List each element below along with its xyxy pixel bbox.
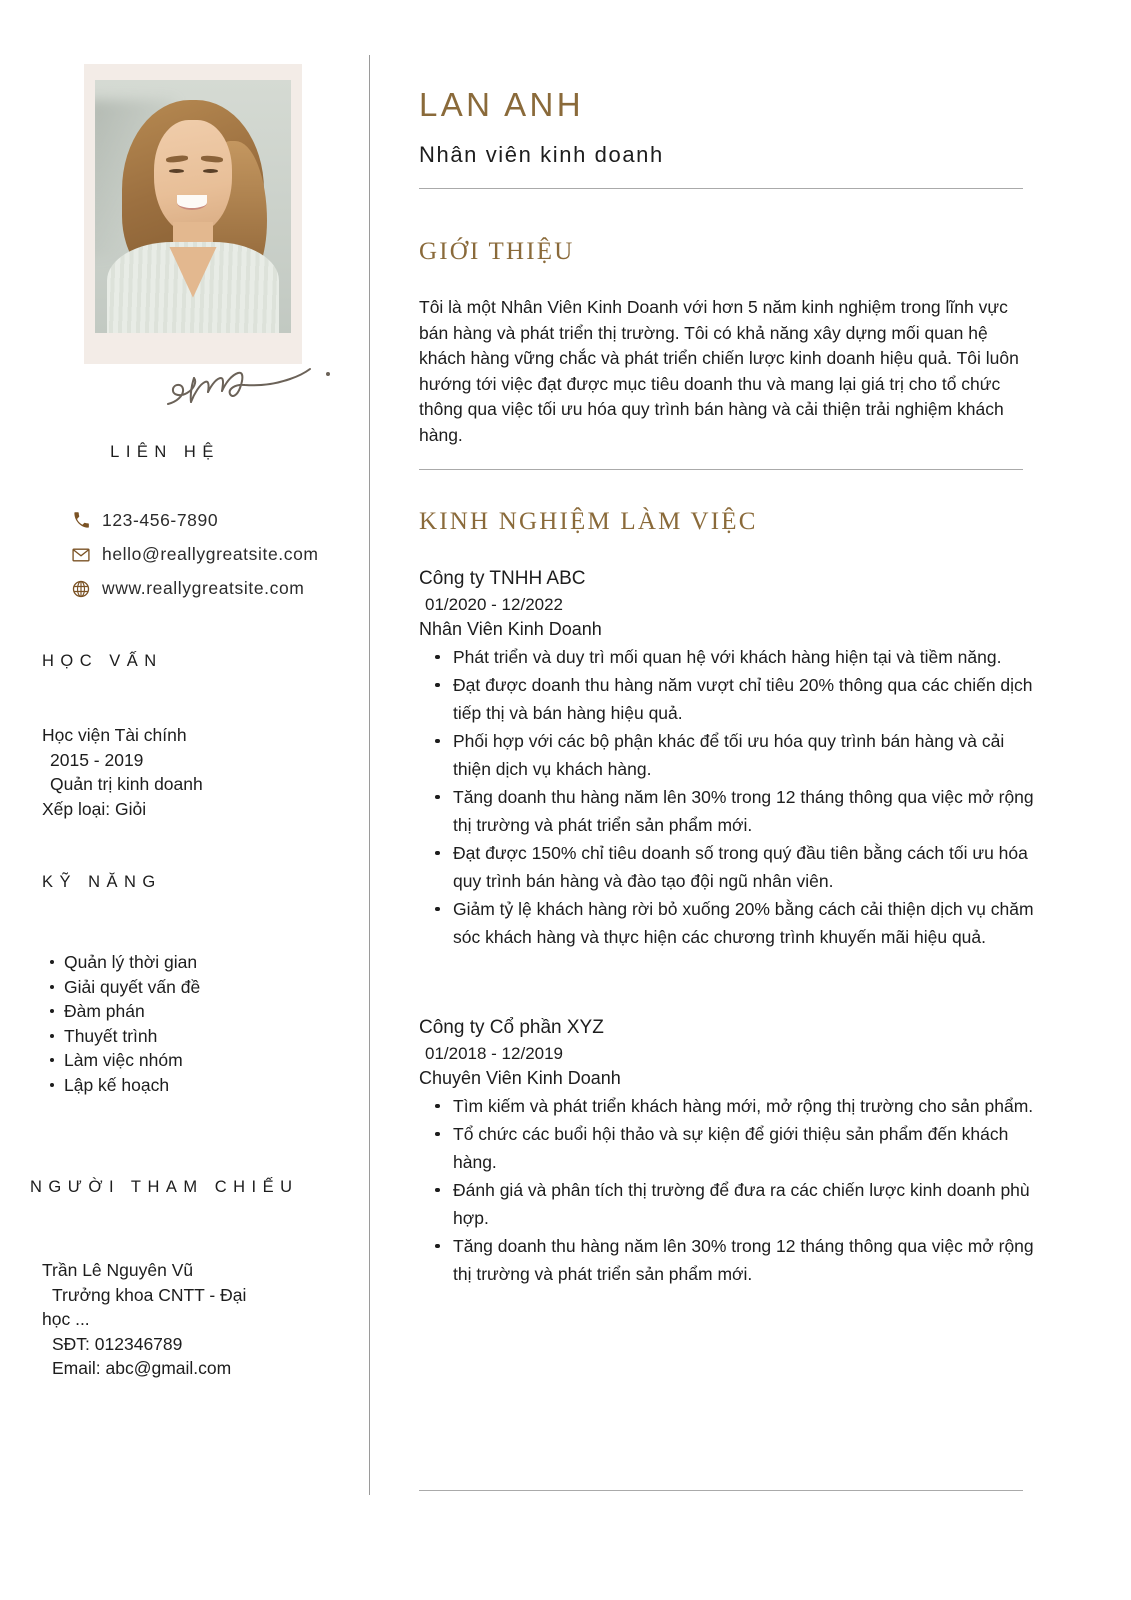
skill-item: Thuyết trình — [64, 1024, 364, 1049]
sidebar-heading-skills: KỸ NĂNG — [42, 873, 162, 891]
skill-item: Làm việc nhóm — [64, 1048, 364, 1073]
page-title: LAN ANH — [419, 86, 585, 123]
reference-name: Trần Lê Nguyên Vũ — [42, 1260, 194, 1280]
profile-photo — [84, 64, 302, 364]
education-school: Học viện Tài chính — [42, 725, 187, 745]
sidebar-heading-contact: LIÊN HỆ — [110, 443, 220, 461]
experience-bullet: Đánh giá và phân tích thị trường để đưa ra các chiến lược kinh doanh phù hợp. — [451, 1176, 1039, 1232]
experience-company: Công ty TNHH ABC — [419, 568, 586, 589]
experience-bullet: Đạt được doanh thu hàng năm vượt chỉ tiêu 20% thông qua các chiến dịch tiếp thị và bán hàng hiệu quả. — [451, 671, 1039, 727]
education-block — [42, 723, 342, 821]
reference-email: Email: abc@gmail.com — [52, 1358, 232, 1378]
experience-entry-2 — [419, 1015, 1039, 1288]
experience-bullet: Tăng doanh thu hàng năm lên 30% trong 12 tháng thông qua việc mở rộng thị trường và phát triển sản phẩm mới. — [451, 1232, 1039, 1288]
experience-role: Nhân Viên Kinh Doanh — [419, 619, 602, 639]
phone-icon — [68, 510, 94, 532]
contact-row-phone[interactable] — [68, 505, 368, 536]
reference-position-line-1: Trưởng khoa CNTT - Đại — [52, 1284, 247, 1305]
sidebar-heading-references: NGƯỜI THAM CHIẾU — [30, 1178, 299, 1196]
experience-bullet: Tìm kiếm và phát triển khách hàng mới, mở rộng thị trường cho sản phẩm. — [451, 1092, 1039, 1120]
divider-middle — [419, 469, 1023, 470]
experience-bullets — [419, 1092, 1039, 1288]
experience-entry-1 — [419, 566, 1039, 951]
section-heading-experience: KINH NGHIỆM LÀM VIỆC — [419, 508, 758, 535]
education-major: Quản trị kinh doanh — [50, 774, 203, 794]
skill-item: Quản lý thời gian — [64, 950, 364, 975]
skills-list — [42, 950, 364, 1097]
education-years: 2015 - 2019 — [50, 749, 144, 770]
experience-bullet: Tăng doanh thu hàng năm lên 30% trong 12 tháng thông qua việc mở rộng thị trường và phát triển sản phẩm mới. — [451, 783, 1039, 839]
references-block — [42, 1258, 352, 1381]
job-title: Nhân viên kinh doanh — [419, 142, 664, 167]
experience-role: Chuyên Viên Kinh Doanh — [419, 1068, 621, 1088]
experience-bullet: Tổ chức các buổi hội thảo và sự kiện để giới thiệu sản phẩm đến khách hàng. — [451, 1120, 1039, 1176]
divider-top — [419, 188, 1023, 189]
main-content — [369, 0, 1131, 1600]
contact-row-email[interactable] — [68, 539, 368, 570]
envelope-icon — [68, 544, 94, 566]
contact-email-text: hello@reallygreatsite.com — [102, 544, 319, 564]
contact-list — [68, 505, 368, 607]
portrait-illustration — [95, 80, 291, 333]
experience-bullet: Giảm tỷ lệ khách hàng rời bỏ xuống 20% bằng cách cải thiện dịch vụ chăm sóc khách hàng và thực hiện các chương trình khuyến mãi hiệu quả. — [451, 895, 1039, 951]
globe-icon — [68, 578, 94, 600]
signature-mark — [150, 358, 350, 414]
experience-bullet: Đạt được 150% chỉ tiêu doanh số trong quý đầu tiên bằng cách tối ưu hóa quy trình bán hàng và đào tạo đội ngũ nhân viên. — [451, 839, 1039, 895]
skill-item: Lập kế hoạch — [64, 1073, 364, 1098]
experience-bullets — [419, 643, 1039, 951]
skill-item: Đàm phán — [64, 999, 364, 1024]
experience-company: Công ty Cổ phần XYZ — [419, 1017, 604, 1038]
experience-dates: 01/2020 - 12/2022 — [425, 594, 564, 614]
sidebar — [0, 0, 369, 1600]
experience-bullet: Phối hợp với các bộ phận khác để tối ưu hóa quy trình bán hàng và cải thiện dịch vụ khách hàng. — [451, 727, 1039, 783]
summary-text: Tôi là một Nhân Viên Kinh Doanh với hơn 5 năm kinh nghiệm trong lĩnh vực bán hàng và phát triển thị trường. Tôi có khả năng xây dựng mối quan hệ khách hàng vững chắc và phát triển chiến lược kinh doanh hiệu quả. Tôi luôn hướng tới việc đạt được mục tiêu doanh thu và mang lại giá trị cho tổ chức thông qua việc tối ưu hóa quy trình bán hàng và cải thiện trải nghiệm khách hàng. — [419, 297, 1019, 445]
divider-bottom — [419, 1490, 1023, 1491]
photo-image — [95, 80, 291, 333]
contact-row-website[interactable] — [68, 573, 368, 604]
reference-position-line-2: học ... — [42, 1309, 90, 1329]
experience-bullet: Phát triển và duy trì mối quan hệ với khách hàng hiện tại và tiềm năng. — [451, 643, 1039, 671]
contact-phone-text: 123-456-7890 — [102, 510, 219, 530]
skill-item: Giải quyết vấn đề — [64, 975, 364, 1000]
sidebar-heading-education: HỌC VẤN — [42, 652, 163, 670]
section-heading-summary: GIỚI THIỆU — [419, 238, 575, 265]
contact-website-text: www.reallygreatsite.com — [102, 578, 305, 598]
experience-dates: 01/2018 - 12/2019 — [425, 1043, 564, 1063]
education-grade: Xếp loại: Giỏi — [42, 798, 147, 819]
reference-phone: SĐT: 012346789 — [52, 1333, 183, 1354]
